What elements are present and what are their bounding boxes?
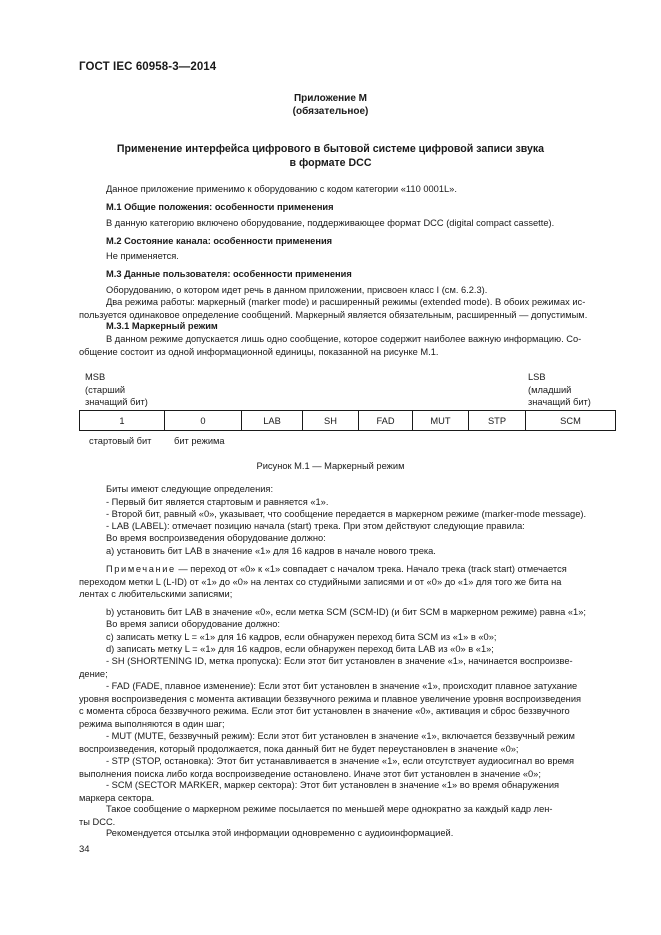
text-line: выполнения поиска либо когда воспроизведение остановлено. Иначе этот бит установлен в значение «0»;: [79, 768, 541, 779]
marker-mode-bit-table: [79, 410, 616, 431]
text-line: Такое сообщение о маркерном режиме посылается по меньшей мере однократно за каждый кадр лен-: [106, 804, 553, 814]
rule-d: d) записать метку L = «1» для 16 кадров, если обнаружен переход бита LAB из «0» в «1»;: [106, 644, 494, 654]
figure-caption: Рисунок М.1 — Маркерный режим: [256, 461, 405, 471]
note-word: Примечание: [106, 564, 176, 574]
lsb-line: LSB: [528, 372, 546, 382]
section-m1-text: В данную категорию включено оборудование, поддерживающее формат DCC (digital compact cassette).: [106, 218, 555, 228]
first-bit-definition: - Первый бит является стартовым и равняется «1».: [106, 497, 329, 507]
fad-definition: [79, 680, 615, 730]
rule-b: b) установить бит LAB в значение «0», если метка SCM (SCM-ID) (и бит SCM в маркерном режиме) равна «1»;: [106, 607, 586, 617]
section-m3-heading: М.3 Данные пользователя: особенности применения: [106, 269, 352, 279]
bit-cell-sh: SH: [303, 411, 359, 431]
section-m3-paragraph1: Оборудованию, о котором идет речь в данном приложении, присвоен класс I (см. 6.2.3).: [106, 285, 488, 295]
text-line: - SCM (SECTOR MARKER, маркер сектора): Этот бит установлен в значение «1» во время обнаружения: [106, 780, 560, 790]
table-row: [80, 411, 616, 431]
text-line: режима выполняются в один шаг;: [79, 718, 225, 729]
recommendation-text: Рекомендуется отсылка этой информации одновременно с аудиоинформацией.: [106, 828, 454, 838]
appendix-status: (обязательное): [292, 106, 369, 117]
start-bit-label: стартовый бит: [89, 436, 152, 446]
text-line: ты DCC.: [79, 816, 116, 827]
definitions-intro: Биты имеют следующие определения:: [106, 484, 274, 494]
appendix-title-line1: Применение интерфейса цифрового в бытовой системе цифровой записи звука: [116, 143, 545, 155]
bit-cell-fad: FAD: [359, 411, 413, 431]
text-line: уровня воспроизведения с момента активации беззвучного режима и плавное увеличение уровня воспроизведения: [79, 693, 582, 704]
section-m2-heading: М.2 Состояние канала: особенности применения: [106, 236, 333, 246]
appendix-title-line2: в формате DCC: [289, 157, 372, 169]
section-m31-paragraph: [79, 333, 615, 358]
text-line: пользуется одинаковое определение сообщений. Маркерный является обязательным, расширенный — допустимым.: [79, 309, 588, 320]
lsb-line: значащий бит): [528, 397, 591, 407]
bit-cell-scm: SCM: [526, 411, 616, 431]
text-line: общение состоит из одной информационной единицы, показанной на рисунке М.1.: [79, 346, 439, 357]
text-line: с момента сброса беззвучного режима. Если этот бит установлен в значение «0», активация и сброс беззвучного: [79, 706, 570, 716]
lsb-label: [528, 371, 591, 409]
msb-line: (старший: [85, 384, 126, 395]
text-line: - MUT (MUTE, беззвучный режим): Если этот бит установлен в значение «1», включается беззвучный режим: [106, 731, 575, 741]
mut-definition: [79, 730, 615, 755]
sending-paragraph: [79, 803, 615, 828]
text-line: воспроизведения, который продолжается, пока данный бит не будет переустановлен в значение «0»;: [79, 743, 519, 754]
bit-cell-stp: STP: [469, 411, 526, 431]
during-recording-text: Во время записи оборудование должно:: [106, 619, 281, 629]
text-line: дение;: [79, 668, 108, 679]
appendix-label: Приложение М: [293, 93, 368, 104]
text-line: переходом метки L (L-ID) от «1» до «0» на лентах со студийными записями и от «0» до «1» для того же бита на: [79, 576, 562, 587]
rule-c: с) записать метку L = «1» для 16 кадров, если обнаружен переход бита SCM из «1» в «0»;: [106, 632, 497, 642]
text-line: Два режима работы: маркерный (marker mode) и расширенный режимы (extended mode). В обоих режимах ис-: [106, 297, 586, 307]
bit-cell-start: 1: [80, 411, 165, 431]
text-line: В данном режиме допускается лишь одно сообщение, которое содержит наиболее важную информацию. Со-: [106, 334, 582, 344]
document-header-code: ГОСТ IEC 60958-3—2014: [79, 61, 217, 73]
intro-paragraph: Данное приложение применимо к оборудованию с кодом категории «110 0001L».: [106, 184, 457, 194]
note-text: — переход от «0» к «1» совпадает с началом трека. Начало трека (track start) отмечается: [175, 564, 567, 574]
bit-cell-lab: LAB: [242, 411, 303, 431]
note-paragraph: [79, 563, 615, 601]
text-line: [79, 563, 615, 576]
bit-cell-mut: MUT: [413, 411, 469, 431]
msb-line: значащий бит): [85, 397, 148, 407]
page-number: 34: [79, 844, 90, 855]
text-line: - STP (STOP, остановка): Этот бит устанавливается в значение «1», если отсутствует аудиосигнал во время: [106, 756, 575, 766]
mode-bit-label: бит режима: [174, 436, 225, 446]
text-line: - FAD (FADE, плавное изменение): Если этот бит установлен в значение «1», происходит плавное затухание: [106, 681, 578, 691]
text-line: лентах с любительскими записями;: [79, 589, 233, 599]
stp-definition: [79, 755, 615, 780]
second-bit-definition: - Второй бит, равный «0», указывает, что сообщение передается в маркерном режиме (marker-mode message).: [106, 509, 587, 519]
bit-cell-mode: 0: [165, 411, 242, 431]
msb-label: [85, 371, 148, 409]
msb-line: MSB: [85, 372, 106, 382]
lab-definition: - LAB (LABEL): отмечает позицию начала (start) трека. При этом действуют следующие правила:: [106, 521, 525, 531]
text-line: - SH (SHORTENING ID, метка пропуска): Если этот бит установлен в значение «1», начинается воспроизве-: [106, 656, 573, 666]
section-m3-paragraph2: [79, 296, 615, 321]
during-playback-text: Во время воспроизведения оборудование должно:: [106, 533, 326, 543]
section-m2-text: Не применяется.: [106, 251, 179, 261]
section-m31-heading: М.3.1 Маркерный режим: [106, 321, 218, 331]
lsb-line: (младший: [528, 384, 572, 395]
sh-definition: [79, 655, 615, 680]
scm-definition: [79, 779, 615, 804]
rule-a: а) установить бит LAB в значение «1» для 16 кадров в начале нового трека.: [106, 546, 436, 556]
text-line: маркера сектора.: [79, 792, 155, 803]
section-m1-heading: М.1 Общие положения: особенности применения: [106, 202, 334, 212]
